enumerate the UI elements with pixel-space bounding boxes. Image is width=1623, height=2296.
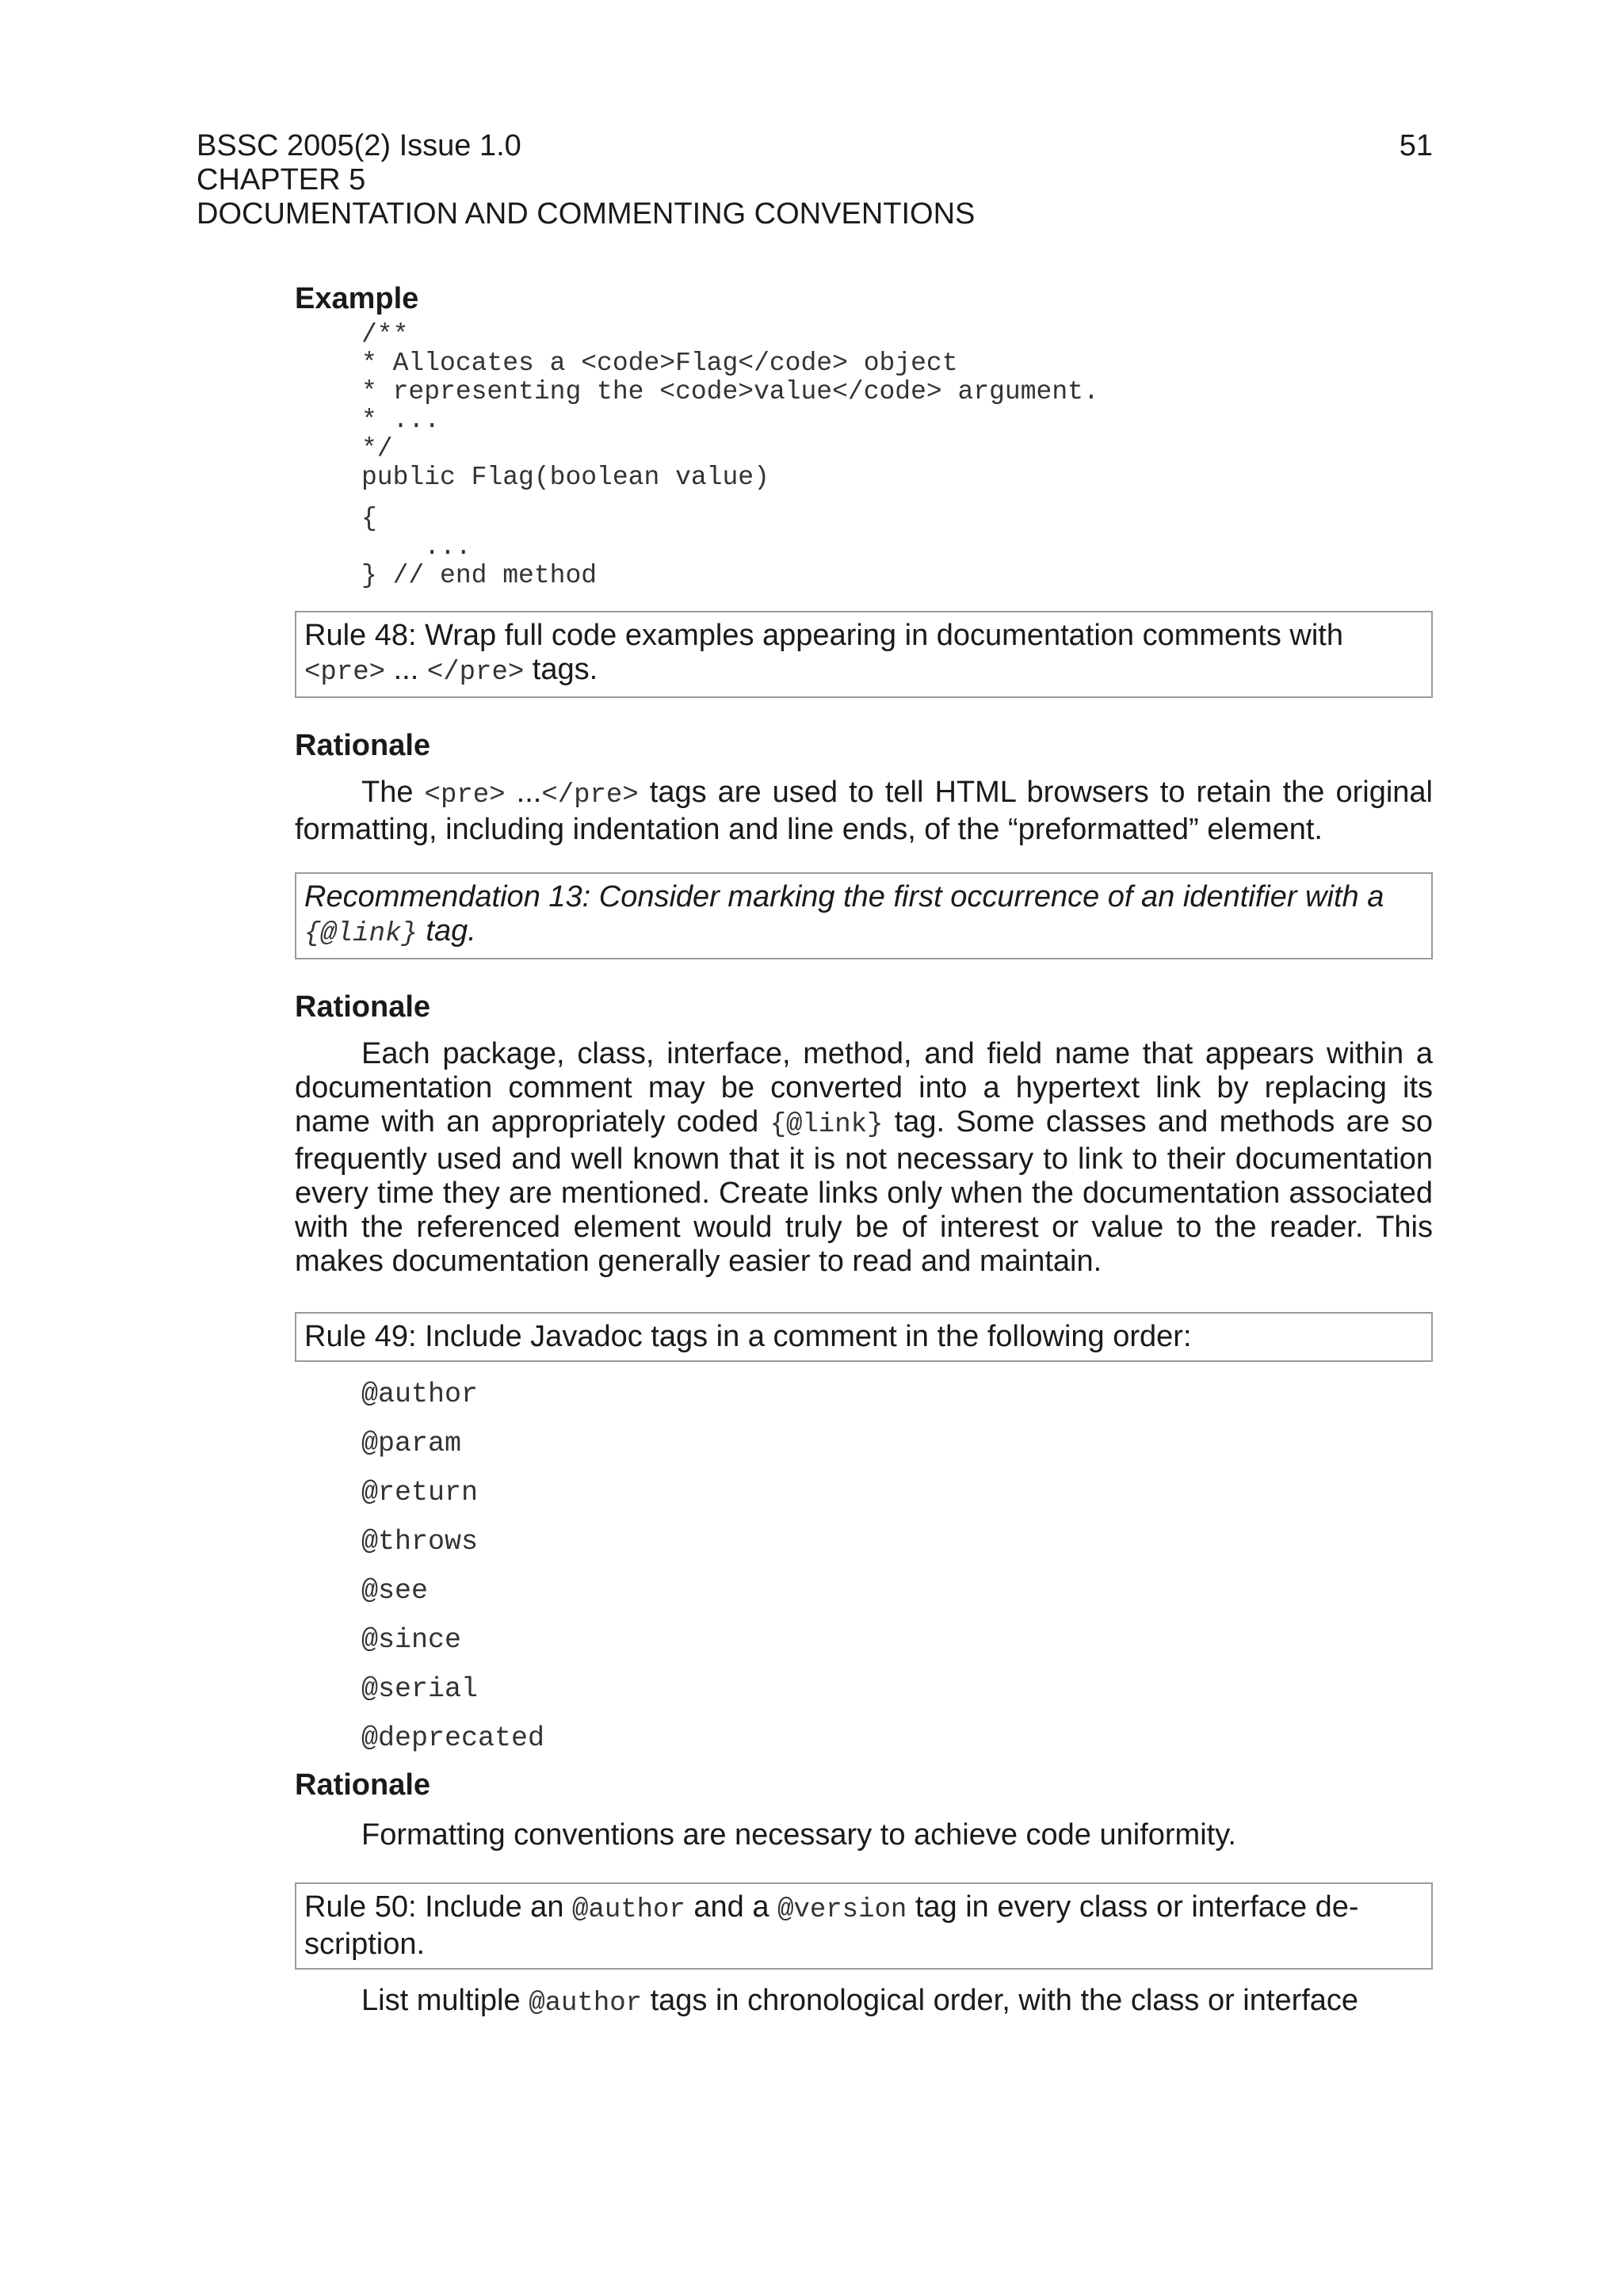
rationale-heading-1: Rationale: [295, 729, 431, 762]
code-example-block-a: [361, 321, 1433, 492]
javadoc-tag-item: @author: [361, 1379, 479, 1410]
closing-text-a: List multiple: [361, 1984, 529, 2017]
example-heading: Example: [295, 282, 419, 315]
rule-49-text: Rule 49: Include Javadoc tags in a comment in the following order:: [304, 1320, 1192, 1353]
rationale-1-text-a: The: [361, 776, 425, 809]
rationale-heading-3: Rationale: [295, 1768, 431, 1802]
rule-50-box: [295, 1882, 1433, 1970]
rule-50-text-a: Rule 50: Include an: [304, 1890, 573, 1924]
rule-48-text-mid: ...: [385, 653, 427, 686]
code-example-block-b: [361, 505, 1433, 590]
header-issue: BSSC 2005(2) Issue 1.0: [197, 129, 521, 162]
code-line: ...: [361, 532, 472, 562]
header-chapter-title: DOCUMENTATION AND COMMENTING CONVENTIONS: [197, 197, 976, 231]
code-line: /**: [361, 320, 409, 349]
rationale-1-code-open: <pre>: [424, 780, 506, 810]
rationale-1-text-b: tags are used to tell HTML browsers to retain the original formatting, including indentation and line ends, of the “preformatted” element.: [295, 776, 1434, 846]
rule-50-text-c: tag in every class or interface de-scription.: [304, 1890, 1359, 1961]
recommendation-13-text: Recommendation 13: Consider marking the first occurrence of an identifier with a: [304, 880, 1384, 913]
code-line: } // end method: [361, 561, 598, 590]
rationale-1-code-close: </pre>: [541, 780, 639, 810]
rule-50-code-version: @version: [777, 1895, 907, 1925]
rule-48-code-open: <pre>: [304, 658, 386, 688]
closing-code-author: @author: [529, 1989, 643, 2019]
recommendation-13-code: {@link}: [304, 919, 418, 949]
code-line: {: [361, 504, 377, 533]
recommendation-13-box: [295, 872, 1433, 959]
javadoc-tag-list: [361, 1370, 1433, 1763]
header-chapter: CHAPTER 5: [197, 163, 366, 196]
javadoc-tag-item: @throws: [361, 1526, 479, 1558]
rationale-1-text-mid: ...: [505, 776, 542, 809]
javadoc-tag-item: @param: [361, 1428, 462, 1459]
rule-48-text-end: tags.: [524, 653, 598, 686]
code-line: * Allocates a <code>Flag</code> object: [361, 349, 958, 378]
closing-text-b: tags in chronological order, with the class or interface: [642, 1984, 1359, 2017]
rationale-2-code: {@link}: [769, 1110, 884, 1140]
rationale-heading-2: Rationale: [295, 990, 431, 1024]
javadoc-tag-item: @serial: [361, 1673, 479, 1705]
javadoc-tag-item: @return: [361, 1477, 479, 1508]
code-line: public Flag(boolean value): [361, 463, 769, 492]
rationale-2-text-a: Each package, class, interface, method, and field name that appears within a documentation comment may be converted into a hypertext link by replacing its name with an appropriately coded: [295, 1037, 1433, 1138]
rule-48-text: Rule 48: Wrap full code examples appearing in documentation comments with: [304, 619, 1343, 652]
rationale-3-text: Formatting conventions are necessary to achieve code uniformity.: [361, 1818, 1236, 1852]
rule-50-text-b: and a: [685, 1890, 778, 1924]
javadoc-tag-item: @see: [361, 1575, 429, 1607]
rationale-3-paragraph: [295, 1818, 1433, 1852]
rule-49-box: [295, 1312, 1433, 1362]
rule-48-code-close: </pre>: [426, 658, 525, 688]
page-header: [197, 129, 1433, 231]
closing-paragraph: [295, 1984, 1433, 2021]
rationale-2-paragraph: [295, 1037, 1433, 1279]
code-line: * ...: [361, 406, 441, 435]
recommendation-13-text-end: tag.: [417, 914, 476, 948]
page-body: [295, 281, 1433, 2021]
rule-48-box: [295, 611, 1433, 698]
rule-50-code-author: @author: [572, 1895, 685, 1925]
code-line: */: [361, 434, 393, 463]
rationale-1-paragraph: [295, 776, 1433, 847]
rationale-2-text-b: tag. Some classes and methods are so frequently used and well known that it is not necessary to link to their documentation every time they are mentioned. Create links only when the documentation associated with the referenced element would truly be of interest or value to the reader. This makes documentation generally easier to read and maintain.: [295, 1105, 1433, 1278]
javadoc-tag-item: @since: [361, 1624, 462, 1656]
page-number: 51: [1399, 129, 1433, 162]
javadoc-tag-item: @deprecated: [361, 1722, 545, 1754]
code-line: * representing the <code>value</code> argument.: [361, 377, 1099, 406]
